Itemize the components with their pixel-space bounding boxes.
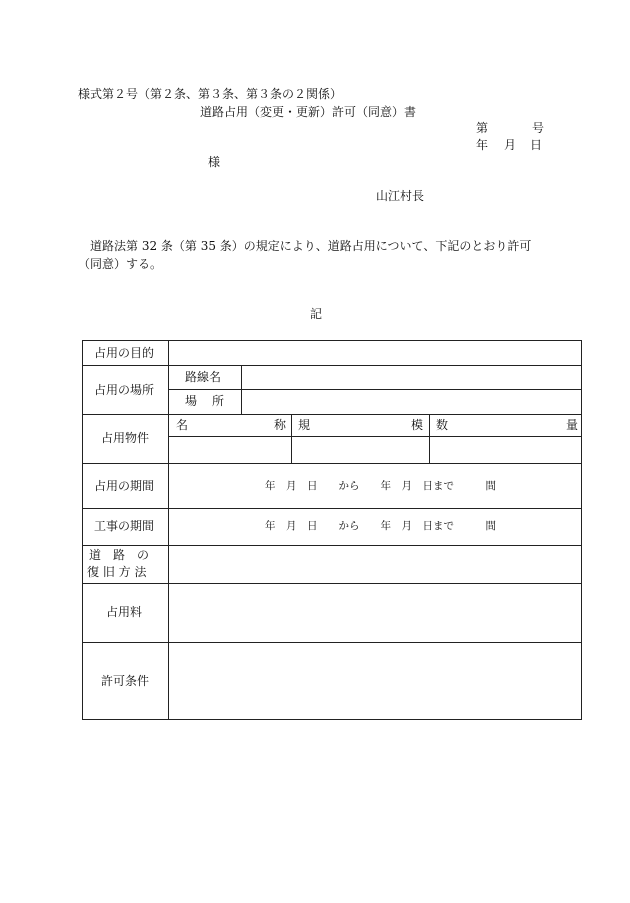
document-title: 道路占用（変更・更新）許可（同意）書 (200, 105, 417, 119)
route-label: 路線名 (185, 370, 222, 384)
purpose-label: 占用の目的 (94, 346, 155, 360)
date-year: 年 (476, 138, 489, 152)
row-line-2 (82, 414, 582, 415)
row-line-1 (82, 365, 582, 366)
row-line-3 (82, 463, 582, 464)
form-number: 様式第２号（第２条、第３条、第３条の２関係） (78, 87, 343, 101)
object-divider-2 (429, 414, 430, 463)
scale-header-b: 模 (411, 418, 424, 432)
scale-header-a: 規 (298, 418, 311, 432)
restore-label-line-1: 道 路 の (89, 548, 150, 562)
doc-number-dai: 第 (476, 121, 489, 135)
name-header-b: 称 (274, 418, 287, 432)
place-label: 占用の場所 (94, 383, 155, 397)
date-day: 日 (530, 138, 543, 152)
object-divider-1 (291, 414, 292, 463)
restore-label-line-2: 復 旧 方 法 (87, 565, 147, 579)
quantity-header-a: 数 (436, 418, 449, 432)
row-line-route (168, 389, 582, 390)
row-line-object-header (168, 436, 582, 437)
issuer-name: 山江村長 (376, 189, 425, 203)
addressee-sama: 様 (208, 155, 221, 169)
work-period-text: 年 月 日 から 年 月 日まで 間 (265, 520, 496, 532)
body-line-1: 道路法第 32 条（第 35 条）の規定により、道路占用について、下記のとおり許可 (90, 239, 532, 253)
body-line-2: （同意）する。 (78, 257, 163, 271)
ki-mark: 記 (310, 307, 323, 321)
quantity-header-b: 量 (566, 418, 579, 432)
place-sub-divider (241, 365, 242, 414)
period-label: 占用の期間 (94, 479, 155, 493)
row-line-4 (82, 508, 582, 509)
row-line-5 (82, 545, 582, 546)
label-column-divider (168, 340, 169, 720)
period-text: 年 月 日 から 年 月 日まで 間 (265, 480, 496, 492)
fee-label: 占用料 (106, 605, 143, 619)
work-period-label: 工事の期間 (94, 519, 155, 533)
date-month: 月 (504, 138, 517, 152)
conditions-label: 許可条件 (101, 674, 150, 688)
row-line-6 (82, 583, 582, 584)
object-label: 占用物件 (101, 431, 150, 445)
row-line-7 (82, 642, 582, 643)
doc-number-go: 号 (532, 121, 545, 135)
location-label-b: 所 (212, 394, 225, 408)
name-header-a: 名 (176, 418, 189, 432)
location-label-a: 場 (185, 394, 198, 408)
